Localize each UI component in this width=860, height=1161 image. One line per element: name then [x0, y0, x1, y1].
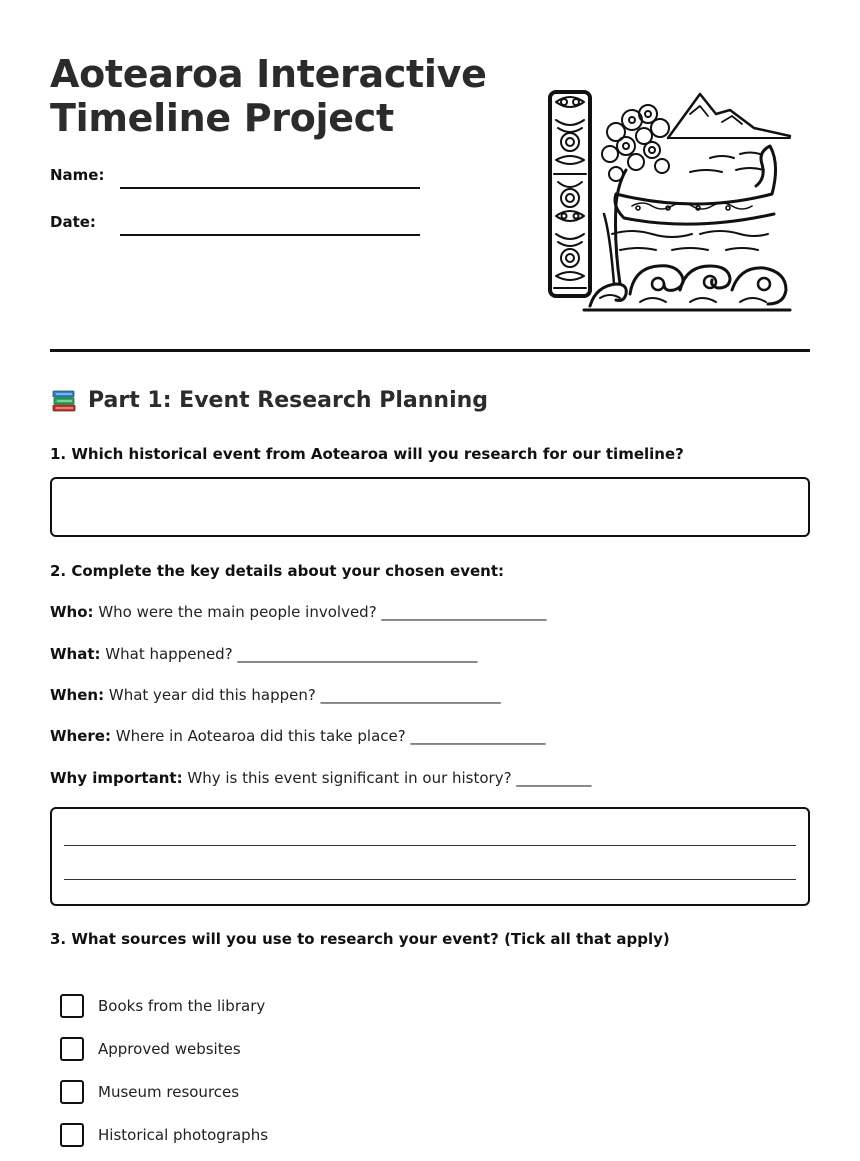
why-important-answer-box[interactable] [50, 807, 810, 906]
source-option-label: Approved websites [98, 1040, 241, 1058]
answer-line [64, 879, 796, 880]
detail-when-text: What year did this happen? ________________________ [108, 686, 501, 704]
source-option-websites[interactable] [60, 1037, 241, 1061]
detail-where-text: Where in Aotearoa did this take place? __________________ [115, 727, 546, 745]
detail-when-label: When: [50, 686, 105, 704]
source-option-label: Historical photographs [98, 1126, 269, 1144]
books-icon [50, 386, 78, 414]
source-option-label: Museum resources [98, 1083, 240, 1101]
worksheet-title [50, 52, 510, 140]
part1-heading [50, 386, 488, 414]
title-line-2: Timeline Project [50, 96, 394, 140]
name-field[interactable] [120, 187, 420, 189]
checkbox[interactable] [60, 994, 84, 1018]
detail-when[interactable] [50, 686, 501, 704]
header-divider [50, 349, 810, 352]
source-option-museum[interactable] [60, 1080, 239, 1104]
detail-why-important-text: Why is this event significant in our history? __________ [187, 769, 592, 787]
question-2: 2. Complete the key details about your chosen event: [50, 562, 505, 580]
source-option-photographs[interactable] [60, 1123, 268, 1147]
detail-why-important-label: Why important: [50, 769, 183, 787]
detail-who-label: Who: [50, 603, 94, 621]
checkbox[interactable] [60, 1080, 84, 1104]
detail-who-text: Who were the main people involved? ______________________ [98, 603, 547, 621]
title-line-1: Aotearoa Interactive [50, 52, 487, 96]
maori-illustration-icon [540, 84, 800, 320]
source-option-label: Books from the library [98, 997, 266, 1015]
part1-heading-text: Part 1: Event Research Planning [88, 387, 489, 413]
question-1-answer-box[interactable] [50, 477, 810, 537]
detail-who[interactable] [50, 603, 546, 621]
source-option-books[interactable] [60, 994, 265, 1018]
date-field[interactable] [120, 234, 420, 236]
detail-what-text: What happened? ________________________________ [105, 645, 478, 663]
detail-why-important[interactable] [50, 769, 591, 787]
checkbox[interactable] [60, 1123, 84, 1147]
detail-where-label: Where: [50, 727, 111, 745]
detail-what-label: What: [50, 645, 101, 663]
date-label: Date: [50, 213, 96, 231]
answer-line [64, 845, 796, 846]
detail-where[interactable] [50, 727, 545, 745]
name-label: Name: [50, 166, 105, 184]
question-3: 3. What sources will you use to research your event? (Tick all that apply) [50, 930, 670, 948]
question-1: 1. Which historical event from Aotearoa will you research for our timeline? [50, 445, 684, 463]
checkbox[interactable] [60, 1037, 84, 1061]
detail-what[interactable] [50, 645, 477, 663]
